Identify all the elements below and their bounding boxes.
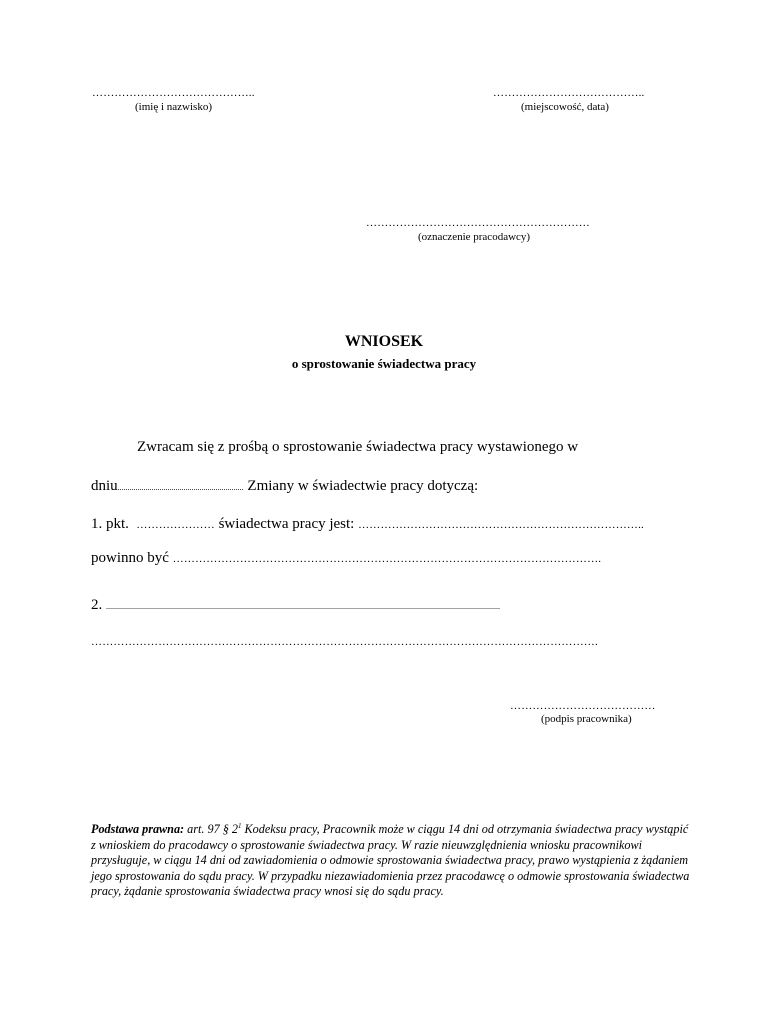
place-date-label: (miejscowość, data) bbox=[521, 101, 609, 113]
signature-label: (podpis pracownika) bbox=[541, 713, 632, 725]
should-be-label: powinno być bbox=[91, 550, 169, 566]
item-1-line bbox=[91, 516, 644, 533]
legal-article-sup: 1 bbox=[237, 822, 242, 830]
item-2-line bbox=[91, 597, 500, 614]
item-1-value-dots: ………………………………………………………………….. bbox=[358, 519, 645, 531]
legal-basis bbox=[91, 819, 691, 900]
item-2-dots: ..................................................................................................................................................................................................... bbox=[106, 602, 500, 611]
item-2-label: 2. bbox=[91, 597, 103, 613]
employer-label: (oznaczenie pracodawcy) bbox=[418, 231, 531, 243]
changes-text: Zmiany w świadectwie pracy dotyczą: bbox=[243, 478, 479, 494]
name-label: (imię i nazwisko) bbox=[135, 101, 212, 113]
extra-dotted-line: ………………………………………………………………………………………………………………………. bbox=[91, 636, 598, 648]
legal-article: art. 97 § 2 bbox=[184, 822, 238, 837]
dniu-label: dniu bbox=[91, 478, 118, 494]
legal-basis-lead: Podstawa prawna: bbox=[91, 822, 185, 837]
document-title: WNIOSEK bbox=[344, 333, 424, 350]
name-dotted-line: …………………………………….. bbox=[92, 87, 255, 99]
item-1-label: 1. pkt. bbox=[91, 516, 129, 532]
document-subtitle: o sprostowanie świadectwa pracy bbox=[291, 356, 477, 371]
signature-dotted-line: ………………………………… bbox=[510, 700, 656, 712]
date-line bbox=[91, 478, 478, 495]
should-be-line bbox=[91, 550, 601, 567]
item-1-point-dots: ………………… bbox=[136, 519, 215, 531]
legal-text: Kodeksu pracy, Pracownik może w ciągu 14 dni od otrzymania świadectwa pracy wystąpić z wnioskiem do pracodawcy o sprostowanie świadectwa pracy. W razie nieuwzględnienia wniosku pracownikowi przysługuje, w ciągu 14 dni od zawiadomienia o odmowie sprostowania świadectwa pracy, prawo wystąpienia z żądaniem jego sprostowania do sądu pracy. W przypadku niezawiadomienia przez pracodawcę o odmowie sprostowania świadectwa pracy, żądanie sprostowania świadectwa pracy wnosi się do sądu pracy. bbox=[91, 822, 690, 899]
item-1-text: świadectwa pracy jest: bbox=[218, 516, 355, 532]
intro-sentence: Zwracam się z prośbą o sprostowanie świadectwa pracy wystawionego w bbox=[137, 439, 579, 455]
place-date-dotted-line: ………………………………….. bbox=[493, 87, 645, 99]
should-be-dots: ……………………………………………………………………………………………………. bbox=[172, 553, 602, 565]
employer-dotted-line: …………………………………………………… bbox=[366, 217, 590, 229]
dniu-dotted-field: ............................................................... bbox=[117, 483, 244, 492]
